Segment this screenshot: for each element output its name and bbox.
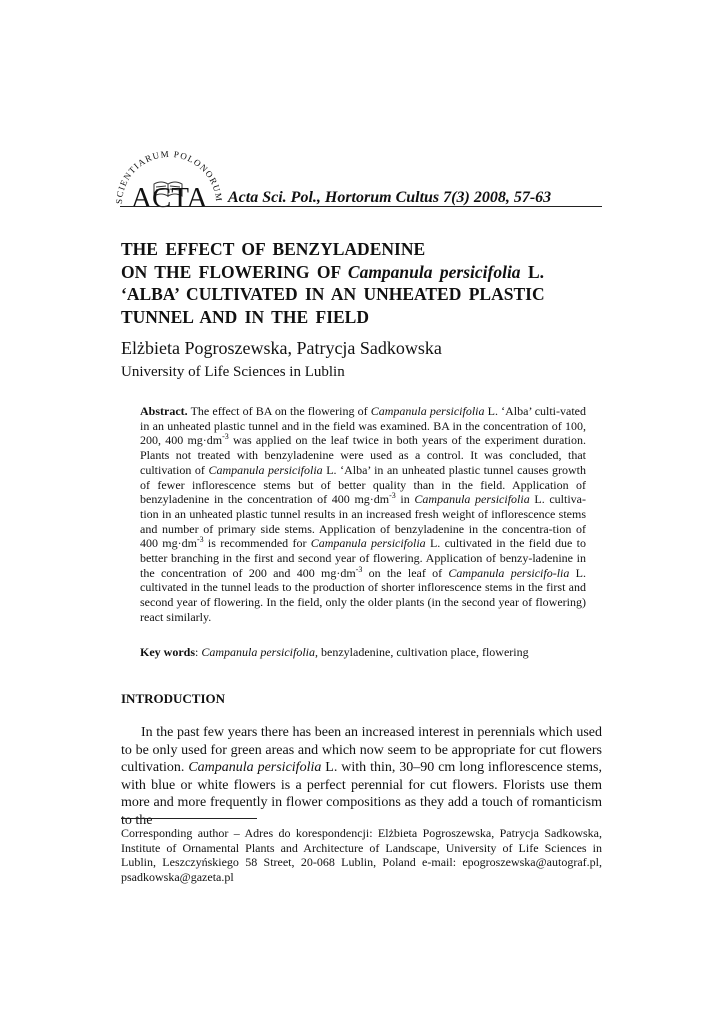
abstract-part: L. ‘Alba’ in an unheated plastic tunnel causes growth of fewer inflorescence stems but of better quality than in the field. Application of benzyladenine in the concentration of 400 mg·dm [140,462,586,507]
keywords [140,645,586,660]
abstract-part: L. cultivated in the tunnel leads to the production of shorter inflorescence stems in the first and second year of flowering. In the field, only the older plants (in the second year of flowering) react similarly. [140,565,586,624]
title-line-3: ‘ALBA’ CULTIVATED IN AN UNHEATED PLASTIC [121,284,545,304]
journal-reference: Acta Sci. Pol., Hortorum Cultus 7(3) 2008, 57-63 [228,189,552,206]
abstract-part: is recommended for [203,536,311,551]
abstract-part: on the leaf of [362,565,449,580]
species-name: Campanula persicifo-lia [448,565,570,580]
keywords-sep: : [195,645,202,659]
title-line-1: THE EFFECT OF BENZYLADENINE [121,239,426,259]
abstract-part: L. cultivated in the field due to better branching in the first and second year of flowering. Application of benzy-ladenine in the concentration of 200 and 400 mg·dm [140,536,586,580]
intro-part: In the past few years there has been an increased interest in perennials which used to be only used for green areas and which now seem to be appropriate for cut flowers cultivation. [121,725,602,776]
exponent: -3 [389,491,396,501]
keywords-label: Key words [140,645,195,659]
introduction-paragraph [121,724,602,830]
exponent: -3 [222,432,229,442]
keywords-species: Campanula persicifolia [201,645,316,659]
species-name: Campanula persicifolia [208,462,323,477]
species-name: Campanula persicifolia [188,760,322,776]
logo-acta-text: ACTA [131,182,208,214]
abstract-part: L. ‘Alba’ culti-vated in an unheated plastic tunnel and in the field was examined. BA in the concentration of 100, 200, 400 mg·dm [140,404,587,448]
abstract-part: was applied on the leaf twice in both years of the experiment duration. Plants not treated with benzyladenine were used as a control. It was concluded, that cultivation of [140,433,586,477]
section-heading-introduction: INTRODUCTION [121,691,226,706]
title-line-4: TUNNEL AND IN THE FIELD [121,306,369,327]
affiliation: University of Life Sciences in Lublin [121,364,345,380]
intro-part: L. with thin, 30–90 cm long inflorescence stems, with blue or white flowers is a perfect perennial for cut flowers. Florists use them more and more frequently in flower compositions as they add a touch of romanticism to the [121,760,602,828]
title-line-2-text: ON THE FLOWERING OF [121,261,348,282]
species-name: Campanula persicifolia [310,536,426,551]
abstract-part: L. cultiva-tion in an unheated plastic tunnel results in an increased fresh weight of inflorescence stems and number of primary side stems. Application of benzyladenine in the concentra-tion of 400 mg·dm [140,492,586,551]
abstract-part: The effect of BA on the flowering of [187,404,371,418]
logo-arc-text: SCIENTIARUM POLONORUM [113,148,225,205]
title-line-2-suffix: L. [520,261,544,282]
footnote [121,826,602,884]
header-divider [120,206,602,207]
footnote-text: Corresponding author – Adres do korespondencji: Elżbieta Pogroszewska, Patrycja Sadkowska, Institute of Ornamental Plants and Architecture of Landscape, University of Life Sciences in Lublin, Leszczyńskiego 58 Street, 20-068 Lublin, Poland e-mail: epogroszewska@autograf.pl, psadkowska@gazeta.pl [121,826,602,884]
species-name: Campanula persicifolia [414,492,530,507]
introduction-body [121,724,602,830]
abstract [140,404,586,625]
article-title [121,238,591,328]
keywords-rest: , benzyladenine, cultivation place, flowering [315,645,529,659]
authors: Elżbieta Pogroszewska, Patrycja Sadkowska [121,338,442,358]
title-species: Campanula persicifolia [347,261,521,282]
abstract-part: in [395,492,415,507]
keywords-text [140,645,586,660]
species-name: Campanula persicifolia [370,404,485,418]
title-line-2 [121,261,591,284]
footnote-divider [121,818,257,819]
abstract-label: Abstract. [140,404,188,418]
exponent: -3 [196,535,204,545]
abstract-text [140,404,586,625]
exponent: -3 [355,564,363,574]
